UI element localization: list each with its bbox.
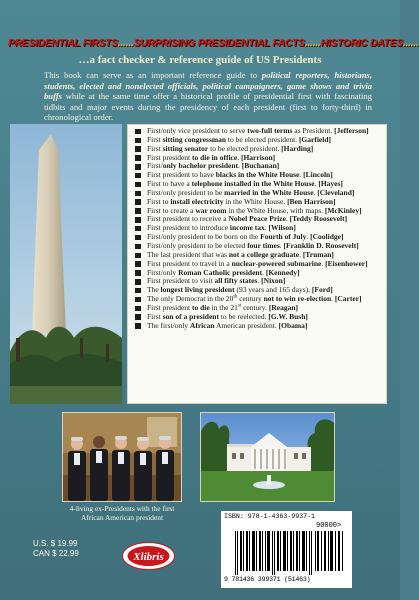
fact-text: in the White House, with maps. bbox=[226, 205, 325, 215]
fact-highlight: Roman Catholic president bbox=[178, 267, 263, 277]
fact-text: First president to travel in a bbox=[147, 258, 232, 268]
fact-highlight: telephone installed in the White House bbox=[191, 179, 315, 189]
fact-text: as President. bbox=[292, 126, 335, 135]
fact-text: . bbox=[257, 276, 262, 286]
fact-text: First/only bbox=[147, 267, 179, 277]
fact-text: . bbox=[331, 294, 335, 304]
fact-text: First to have a bbox=[147, 179, 192, 189]
blurb-text: This book can serve as an important reference guide to bbox=[44, 70, 262, 80]
fact-text: . bbox=[299, 249, 303, 259]
fact-text: First bbox=[147, 143, 163, 153]
tagline: …a fact checker & reference guide of US Presidents bbox=[78, 54, 322, 66]
headline-dots: ...... bbox=[304, 38, 321, 49]
headline-historic-dates: HISTORIC DATES bbox=[320, 38, 403, 49]
fact-text: First president to have bbox=[147, 170, 216, 180]
fact-text: First president bbox=[147, 302, 192, 312]
fact-president: [Hayes] bbox=[318, 179, 343, 189]
fact-highlight: Nobel Peace Prize bbox=[228, 214, 286, 224]
fact-president: [Nixon] bbox=[261, 276, 286, 286]
fact-highlight: to die bbox=[192, 302, 210, 312]
fact-president: [Obama] bbox=[278, 320, 308, 330]
fact-president: [Ford] bbox=[311, 285, 333, 295]
fact-highlight: install electricity bbox=[170, 196, 224, 206]
fact-highlight: son of a president bbox=[162, 311, 219, 321]
fact-president: [McKinley] bbox=[324, 205, 362, 215]
fact-text: to be elected president. bbox=[226, 134, 299, 144]
fact-text: . bbox=[238, 161, 242, 171]
fact-text: . bbox=[237, 152, 241, 162]
fact-president: [Truman] bbox=[302, 249, 334, 259]
fact-text: to be reelected. bbox=[218, 311, 269, 321]
fact-president: [Franklin D. Roosevelt] bbox=[283, 240, 359, 250]
fact-president: [Wilson] bbox=[268, 223, 296, 233]
fact-text: First president to receive a bbox=[147, 214, 229, 224]
fact-highlight: two-full terms bbox=[247, 126, 293, 135]
isbn-number: ISBN: 978-1-4363-9937-1 bbox=[224, 513, 316, 520]
fact-text: . bbox=[264, 223, 269, 233]
fact-highlight: all fifty states bbox=[214, 276, 258, 286]
fact-text: . bbox=[279, 240, 284, 250]
blurb-text: while at the same time offer a historical profile of presidential first with fascinating tidbits and major events during the presidency of each president (first to forty-third) in chronological order. bbox=[44, 91, 372, 123]
fact-president: [Harrison] bbox=[240, 152, 276, 162]
fact-president: [Reagan] bbox=[268, 302, 298, 312]
fact-president: [Teddy Roosevelt] bbox=[289, 214, 348, 224]
barcode-bars-addon bbox=[315, 531, 345, 571]
fact-highlight: sitting congressman bbox=[162, 134, 227, 144]
fact-text: . bbox=[299, 170, 304, 180]
fact-text: The last president that was bbox=[147, 249, 229, 259]
fact-text: . bbox=[321, 258, 326, 268]
fact-text: First to bbox=[147, 196, 171, 206]
fact-text: century. bbox=[241, 302, 269, 312]
fact-text: First president bbox=[147, 152, 192, 162]
fact-item bbox=[134, 322, 382, 331]
fact-highlight: not to win re-election bbox=[263, 294, 332, 304]
headline-dots: ...... bbox=[402, 38, 419, 49]
fact-highlight: African bbox=[189, 320, 215, 330]
fact-highlight: only bachelor president bbox=[162, 161, 238, 171]
presidents-group-photo bbox=[62, 412, 182, 502]
publisher-logo bbox=[121, 541, 176, 571]
fact-president: [Coolidge] bbox=[310, 232, 344, 242]
fact-president: [G.W. Bush] bbox=[268, 311, 308, 321]
fact-text: to be elected president. bbox=[208, 143, 282, 153]
fact-president: [Ben Harrison] bbox=[287, 196, 336, 206]
fact-text: First bbox=[147, 134, 163, 144]
fact-highlight: nuclear-powered submarine bbox=[231, 258, 322, 268]
fact-highlight: blacks in the White House bbox=[215, 170, 300, 180]
price-block bbox=[33, 539, 79, 559]
headline-presidential-firsts: PRESIDENTIAL FIRSTS bbox=[8, 38, 118, 49]
isbn-barcode bbox=[221, 511, 352, 588]
fact-text: First/only president to be born on the bbox=[147, 232, 261, 242]
fact-text: The bbox=[147, 285, 161, 295]
washington-monument-photo bbox=[10, 124, 122, 404]
fact-president: [Kennedy] bbox=[265, 267, 300, 277]
white-house-photo bbox=[200, 412, 335, 502]
facts-list bbox=[128, 125, 386, 330]
fact-highlight: not a college graduate bbox=[228, 249, 300, 259]
fact-highlight: married in the White House bbox=[224, 187, 314, 197]
fact-text: . bbox=[262, 267, 266, 277]
barcode-digits: 9 781436 399371 (51463) bbox=[224, 576, 311, 583]
facts-panel bbox=[127, 124, 387, 404]
fact-highlight: income tax bbox=[229, 223, 265, 233]
fact-text: in the White House. bbox=[223, 196, 288, 206]
headline-dots: ...... bbox=[117, 38, 134, 49]
fact-text: . bbox=[285, 214, 290, 224]
canada-price: CAN $ 22.99 bbox=[33, 549, 79, 558]
fact-text: . bbox=[313, 187, 318, 197]
fact-president: [Cleveland] bbox=[317, 187, 355, 197]
photo-caption: 4-living ex-Presidents with the first African American president bbox=[69, 504, 175, 522]
fact-text: in the 21 bbox=[209, 302, 238, 312]
fact-highlight: war room bbox=[195, 205, 227, 215]
fact-highlight: to die in office bbox=[192, 152, 238, 162]
headline-surprising-facts: SURPRISING PRESIDENTIAL FACTS bbox=[133, 38, 305, 49]
publisher-name: Xlibris bbox=[133, 551, 164, 563]
fact-text: First president to visit bbox=[147, 276, 215, 286]
fact-highlight: Fourth of July bbox=[260, 232, 307, 242]
fact-text: First/only vice president to serve bbox=[147, 126, 248, 135]
fact-text: The first/only bbox=[147, 320, 190, 330]
us-price: U.S. $ 19.99 bbox=[33, 539, 78, 548]
fact-highlight: longest living president bbox=[160, 285, 235, 295]
fact-text: (93 years and 165 days). bbox=[234, 285, 312, 295]
fact-president: [Lincoln] bbox=[303, 170, 333, 180]
fact-text: century bbox=[237, 294, 264, 304]
fact-superscript: st bbox=[237, 303, 242, 309]
fact-president: [Garfield] bbox=[298, 134, 332, 144]
fact-superscript: th bbox=[233, 294, 238, 300]
fact-text: First/only president to be elected bbox=[147, 240, 248, 250]
fact-text: . bbox=[306, 232, 311, 242]
fact-text: First/ bbox=[147, 161, 163, 171]
fact-president: [Carter] bbox=[334, 294, 362, 304]
fact-text: First president to introduce bbox=[147, 223, 230, 233]
fact-text: American president. bbox=[214, 320, 279, 330]
barcode-addon-price: 90000> bbox=[316, 522, 342, 530]
fact-text: The only Democrat in the 20 bbox=[147, 294, 234, 304]
blurb-audience: political reporters, historians, students, elected and nonelected officials, political campaigners, game shows and trivia buffs bbox=[44, 70, 372, 102]
fact-highlight: four times bbox=[247, 240, 280, 250]
fact-president: [Harding] bbox=[281, 143, 314, 153]
fact-president: [Eisenhower] bbox=[325, 258, 368, 268]
fact-president: [Buchanan] bbox=[241, 161, 280, 171]
description-blurb bbox=[44, 70, 372, 123]
fact-president: [Jefferson] bbox=[334, 126, 369, 135]
barcode-bars-main bbox=[235, 531, 313, 575]
fact-highlight: sitting senator bbox=[162, 143, 209, 153]
fact-text: First bbox=[147, 311, 163, 321]
headline bbox=[8, 38, 419, 49]
fact-text: First/only president to be bbox=[147, 187, 225, 197]
fact-text: . bbox=[314, 179, 319, 189]
fact-text: First to create a bbox=[147, 205, 196, 215]
